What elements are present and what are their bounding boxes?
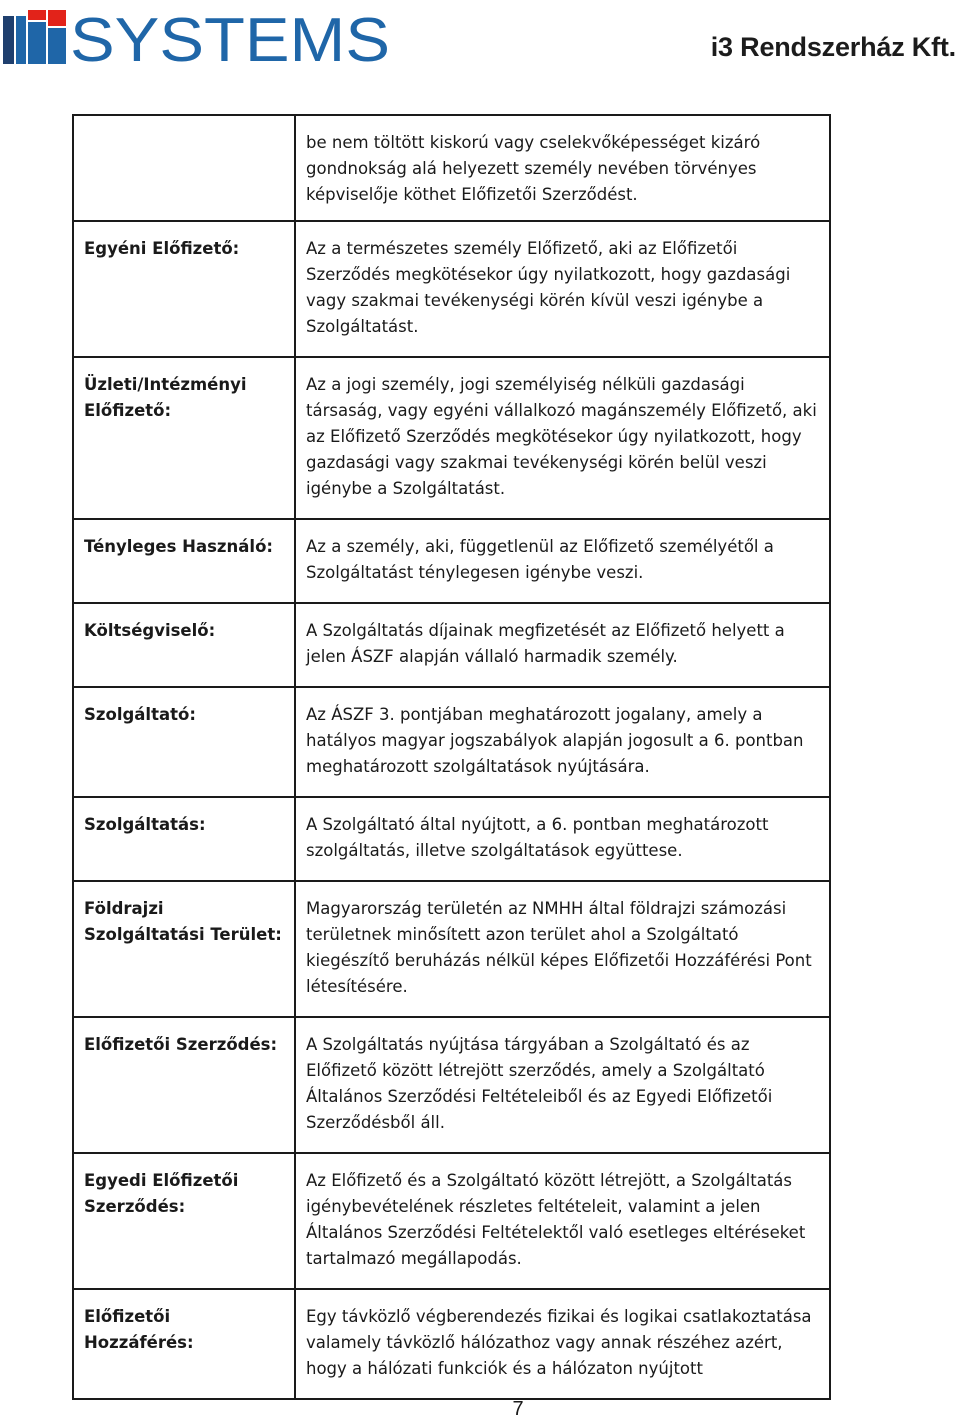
definition-cell: Egy távközlő végberendezés fizikai és logikai csatlakoztatása valamely távközlő hálózathoz vagy annak részéhez azért, hogy a hálózati funkciók és a hálózaton nyújtott xyxy=(295,1289,830,1399)
systems-logo xyxy=(2,6,392,64)
term-cell: Tényleges Használó: xyxy=(73,519,295,603)
definition-cell: Az a jogi személy, jogi személyiség nélküli gazdasági társaság, vagy egyéni vállalkozó magánszemély Előfizető, aki az Előfizető Szerződés megkötésekor úgy nyilatkozott, hogy gazdasági vagy szakmai tevékenységi körén belül veszi igénybe a Szolgáltatást. xyxy=(295,357,830,519)
term-cell: Előfizetői Szerződés: xyxy=(73,1017,295,1153)
definition-row xyxy=(73,115,830,221)
definition-row xyxy=(73,1017,830,1153)
definition-row xyxy=(73,1289,830,1399)
definition-row xyxy=(73,221,830,357)
svg-text:SYSTEMS: SYSTEMS xyxy=(70,6,390,64)
term-cell: Egyéni Előfizető: xyxy=(73,221,295,357)
definition-cell: Az a természetes személy Előfizető, aki az Előfizetői Szerződés megkötésekor úgy nyilatkozott, hogy gazdasági vagy szakmai tevékenységi körén kívül veszi igénybe a Szolgáltatást. xyxy=(295,221,830,357)
term-cell: Egyedi Előfizetői Szerződés: xyxy=(73,1153,295,1289)
definition-row xyxy=(73,687,830,797)
definition-cell: Az ÁSZF 3. pontjában meghatározott jogalany, amely a hatályos magyar jogszabályok alapján jogosult a 6. pontban meghatározott szolgáltatások nyújtására. xyxy=(295,687,830,797)
term-cell: Földrajzi Szolgáltatási Terület: xyxy=(73,881,295,1017)
definition-cell: Az a személy, aki, függetlenül az Előfizető személyétől a Szolgáltatást ténylegesen igénybe veszi. xyxy=(295,519,830,603)
definition-cell: Az Előfizető és a Szolgáltató között létrejött, a Szolgáltatás igénybevételének részletes feltételeit, valamint a jelen Általános Szerződési Feltételektől való esetleges eltéréseket tartalmazó megállapodás. xyxy=(295,1153,830,1289)
term-cell: Szolgáltató: xyxy=(73,687,295,797)
definition-row xyxy=(73,797,830,881)
term-cell: Költségviselő: xyxy=(73,603,295,687)
term-cell: Előfizetői Hozzáférés: xyxy=(73,1289,295,1399)
term-cell: Szolgáltatás: xyxy=(73,797,295,881)
definitions-table xyxy=(72,114,831,1400)
company-name: i3 Rendszerház Kft. xyxy=(710,32,956,62)
definition-row xyxy=(73,357,830,519)
definition-row xyxy=(73,881,830,1017)
definition-row xyxy=(73,519,830,603)
definition-row xyxy=(73,603,830,687)
definition-cell: be nem töltött kiskorú vagy cselekvőképességet kizáró gondnokság alá helyezett személy nevében törvényes képviselője köthet Előfizetői Szerződést. xyxy=(295,115,830,221)
term-cell xyxy=(73,115,295,221)
definition-cell: A Szolgáltatás nyújtása tárgyában a Szolgáltató és az Előfizető között létrejött szerződés, amely a Szolgáltató Általános Szerződési Feltételeiből és az Egyedi Előfizetői Szerződésből áll. xyxy=(295,1017,830,1153)
definition-cell: Magyarország területén az NMHH által földrajzi számozási területnek minősített azon terület ahol a Szolgáltató kiegészítő beruházás nélkül képes Előfizetői Hozzáférési Pont létesítésére. xyxy=(295,881,830,1017)
term-cell: Üzleti/Intézményi Előfizető: xyxy=(73,357,295,519)
definition-row xyxy=(73,1153,830,1289)
definition-cell: A Szolgáltató által nyújtott, a 6. pontban meghatározott szolgáltatás, illetve szolgáltatások együttese. xyxy=(295,797,830,881)
definition-cell: A Szolgáltatás díjainak megfizetését az Előfizető helyett a jelen ÁSZF alapján vállaló harmadik személy. xyxy=(295,603,830,687)
page-number: 7 xyxy=(512,1398,524,1420)
